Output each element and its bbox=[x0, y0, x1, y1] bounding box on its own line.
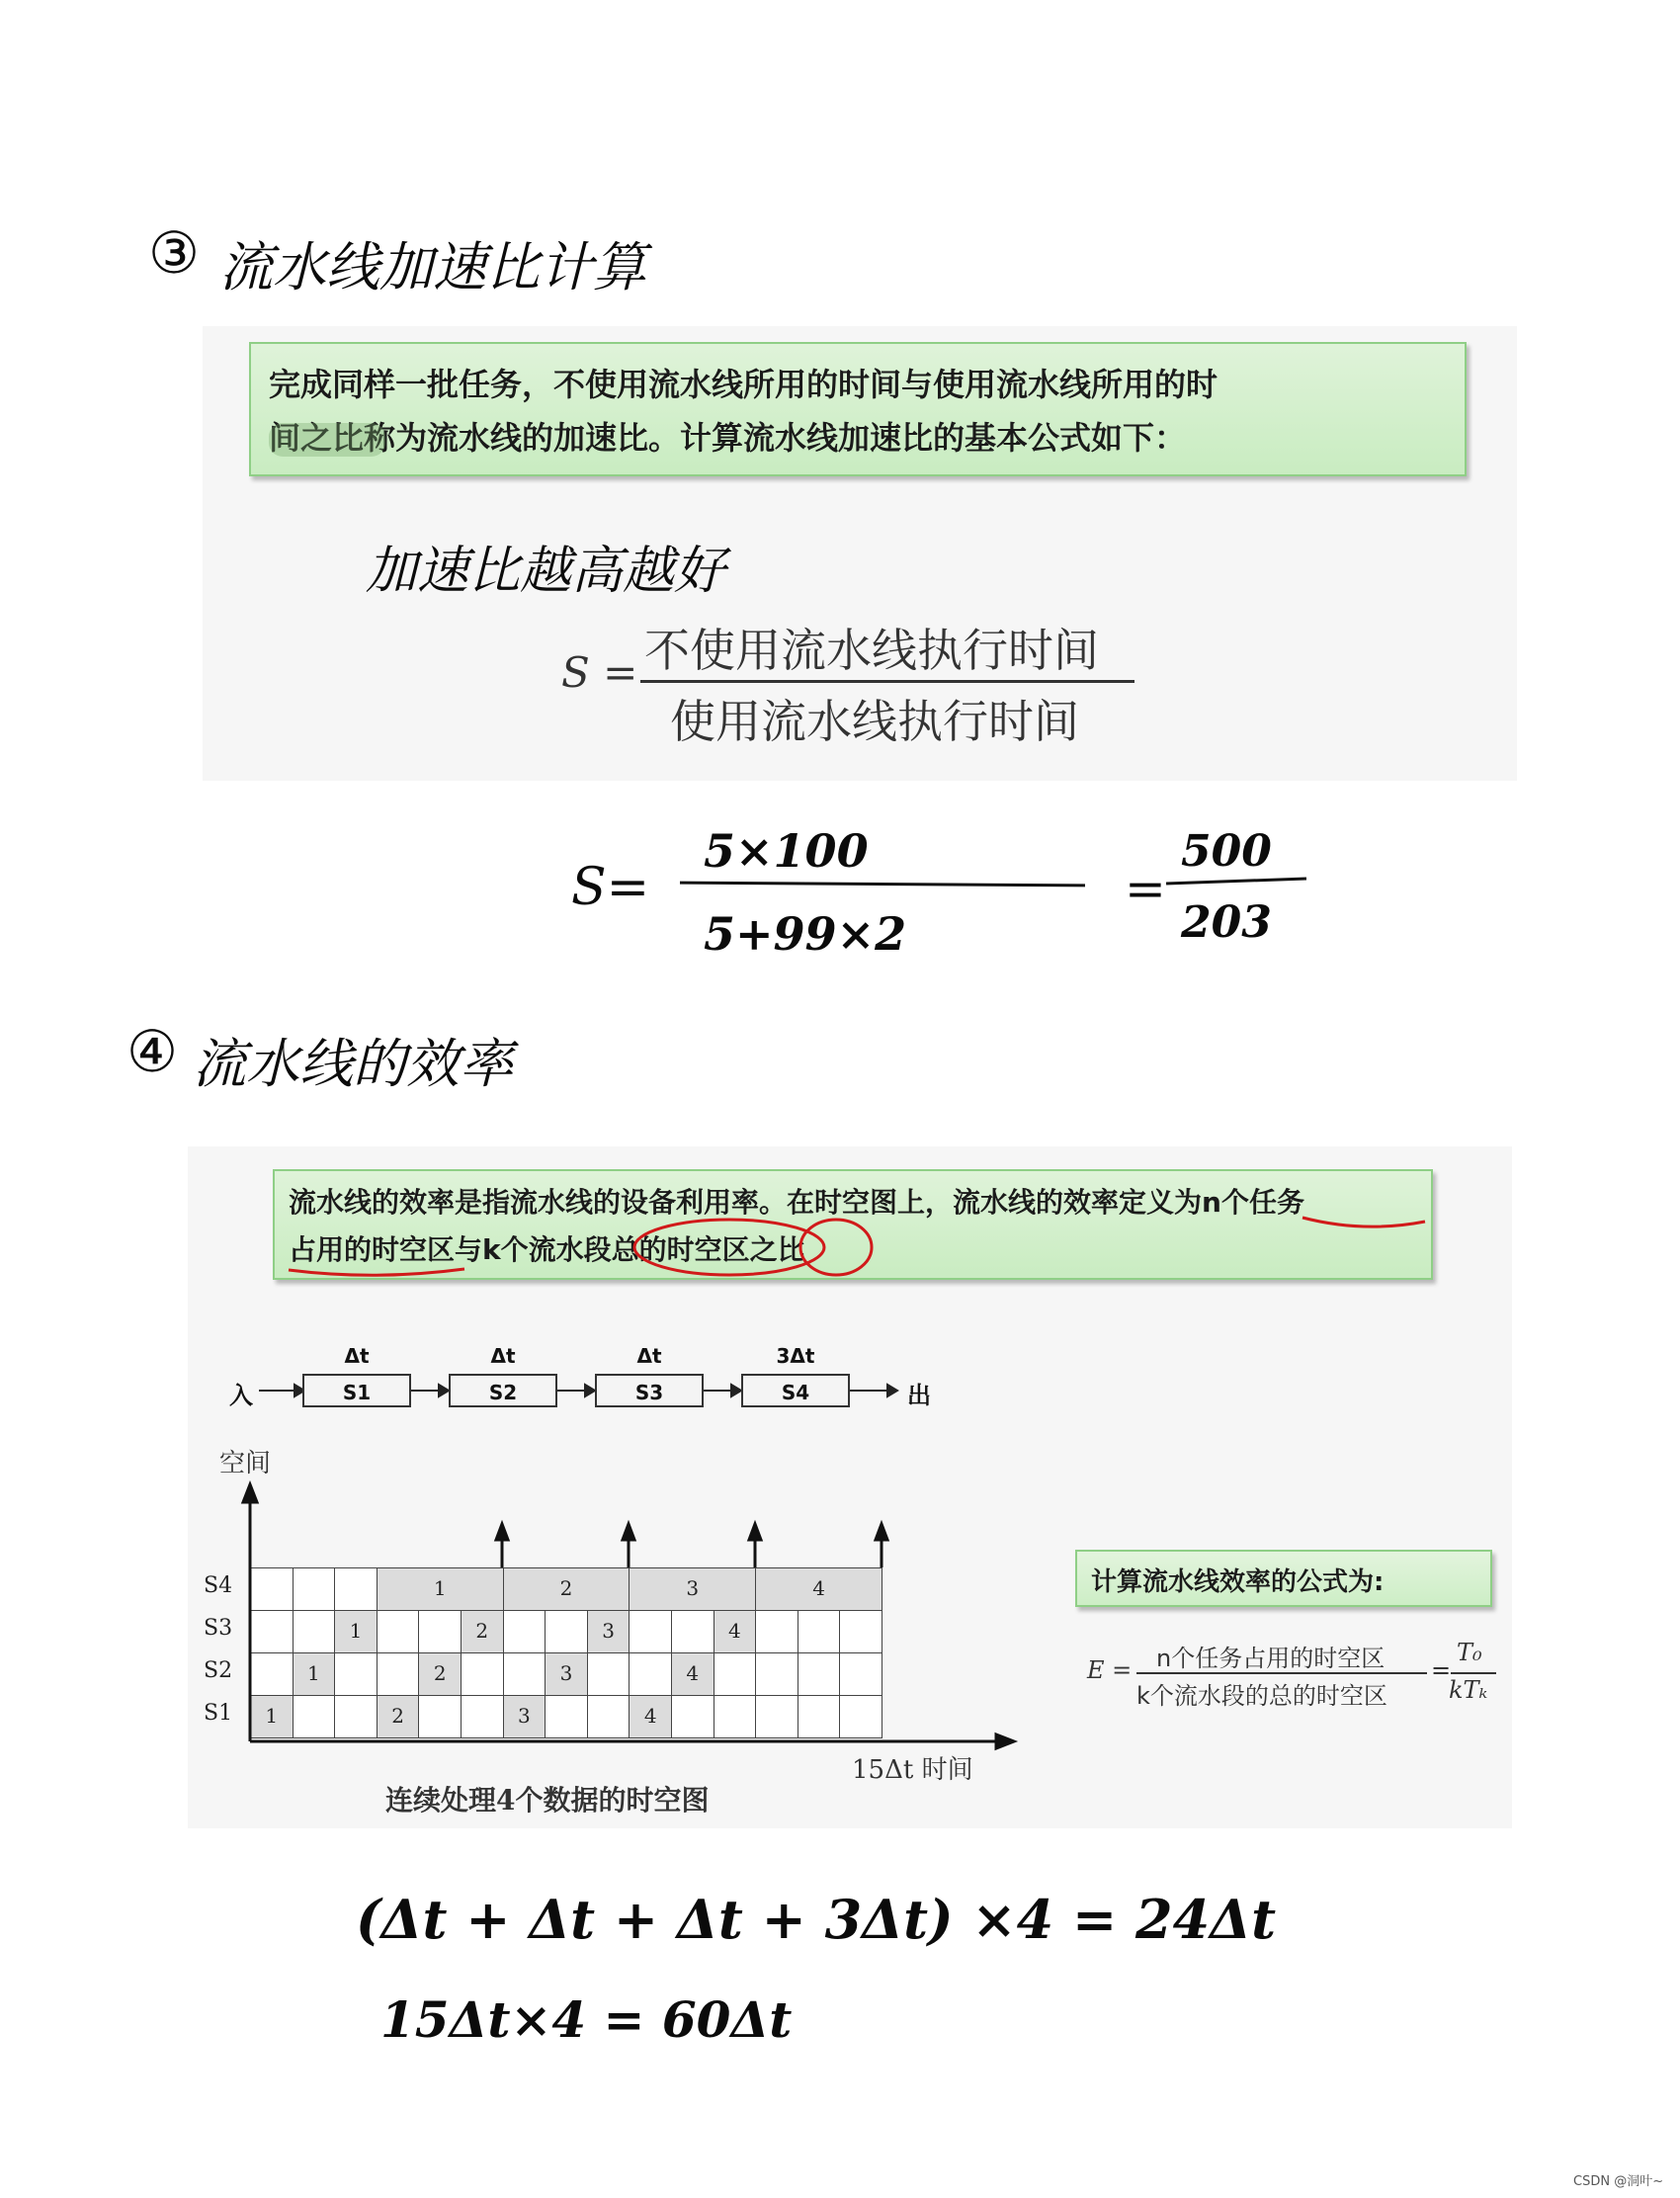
calc-line1: (Δt + Δt + Δt + 3Δt) ×4 = 24Δt bbox=[356, 1888, 1277, 1951]
stage-s1: S1 bbox=[302, 1374, 411, 1407]
section3-heading-number: ③ bbox=[148, 219, 200, 287]
calc-numerator: 5×100 bbox=[704, 824, 869, 878]
section4-heading-number: ④ bbox=[126, 1018, 178, 1085]
speedup-formula-numerator: 不使用流水线执行时间 bbox=[644, 624, 1099, 677]
grid-cell-task-1: 1 bbox=[250, 1695, 294, 1738]
stage-s2: S2 bbox=[449, 1374, 557, 1407]
section4-heading: 流水线的效率 bbox=[193, 1033, 513, 1095]
grid-cell-task-3: 3 bbox=[545, 1652, 588, 1696]
calc-line2: 15Δt×4 = 60Δt bbox=[380, 1990, 793, 2049]
stage3-time: Δt bbox=[636, 1344, 662, 1368]
watermark: CSDN @洞叶~ bbox=[1573, 2174, 1664, 2189]
efficiency-kTk: kTₖ bbox=[1449, 1676, 1488, 1704]
stage2-time: Δt bbox=[490, 1344, 516, 1368]
section3-box-line2: 间之比称为流水线的加速比。计算流水线加速比的基本公式如下： bbox=[269, 419, 1187, 457]
section3-note: 加速比越高越好 bbox=[366, 542, 726, 601]
grid-cell-task-2: 2 bbox=[418, 1652, 462, 1696]
grid-cell-task-3: 3 bbox=[503, 1695, 546, 1738]
stage-s4: S4 bbox=[741, 1374, 850, 1407]
calc-result-numerator: 500 bbox=[1181, 826, 1272, 877]
efficiency-T0-bar bbox=[1451, 1672, 1496, 1674]
row-label-s2: S2 bbox=[204, 1658, 233, 1683]
efficiency-formula-box bbox=[1075, 1550, 1492, 1607]
section3-heading: 流水线加速比计算 bbox=[219, 236, 646, 298]
grid-cell-task-1: 1 bbox=[293, 1652, 336, 1696]
grid-cell-task-4: 4 bbox=[714, 1610, 757, 1653]
stage4-time: 3Δt bbox=[776, 1344, 815, 1368]
speedup-formula-denominator: 使用流水线执行时间 bbox=[670, 695, 1079, 748]
diagram-caption: 连续处理4个数据的时空图 bbox=[385, 1784, 710, 1817]
calc-lhs: S= bbox=[571, 858, 650, 917]
efficiency-formula-box-label: 计算流水线效率的公式为: bbox=[1091, 1567, 1385, 1597]
grid-cell-task-4: 4 bbox=[629, 1695, 672, 1738]
grid-cell-task-3: 3 bbox=[587, 1610, 630, 1653]
efficiency-numerator: n个任务占用的时空区 bbox=[1156, 1645, 1386, 1672]
efficiency-E: E = bbox=[1087, 1656, 1133, 1684]
row-label-s3: S3 bbox=[204, 1616, 233, 1641]
efficiency-T0: T₀ bbox=[1457, 1639, 1482, 1666]
efficiency-denominator: k个流水段的总的时空区 bbox=[1136, 1682, 1387, 1710]
y-axis-label: 空间 bbox=[219, 1449, 272, 1479]
grid-cell-task-2: 2 bbox=[503, 1567, 630, 1611]
stage1-time: Δt bbox=[344, 1344, 370, 1368]
efficiency-fraction-bar bbox=[1136, 1672, 1427, 1674]
grid-cell-task-1: 1 bbox=[377, 1567, 504, 1611]
pipeline-out-label: 出 bbox=[907, 1382, 931, 1409]
grid-cell-task-1: 1 bbox=[334, 1610, 378, 1653]
grid-cell-task-4: 4 bbox=[755, 1567, 882, 1611]
calc-denominator: 5+99×2 bbox=[704, 907, 907, 961]
grid-cell-task-4: 4 bbox=[671, 1652, 714, 1696]
section4-box-line1: 流水线的效率是指流水线的设备利用率。在时空图上，流水线的效率定义为n个任务 bbox=[289, 1186, 1304, 1219]
x-axis-label: 15Δt 时间 bbox=[852, 1755, 973, 1785]
section3-box-line1: 完成同样一批任务，不使用流水线所用的时间与使用流水线所用的时 bbox=[269, 366, 1218, 403]
row-label-s4: S4 bbox=[204, 1573, 233, 1598]
grid-cell-task-2: 2 bbox=[377, 1695, 420, 1738]
speedup-formula-lhs: S = bbox=[561, 648, 638, 697]
pipeline-in-label: 入 bbox=[229, 1382, 253, 1409]
section4-box-line2: 占用的时空区与k个流水段总的时空区之比 bbox=[289, 1233, 805, 1266]
stage-s3: S3 bbox=[595, 1374, 704, 1407]
efficiency-equals: = bbox=[1431, 1656, 1452, 1684]
calc-result-denominator: 203 bbox=[1181, 897, 1272, 948]
row-label-s1: S1 bbox=[204, 1701, 233, 1726]
grid-cell-task-3: 3 bbox=[629, 1567, 756, 1611]
grid-cell-task-2: 2 bbox=[461, 1610, 504, 1653]
calc-equals: = bbox=[1125, 860, 1166, 917]
